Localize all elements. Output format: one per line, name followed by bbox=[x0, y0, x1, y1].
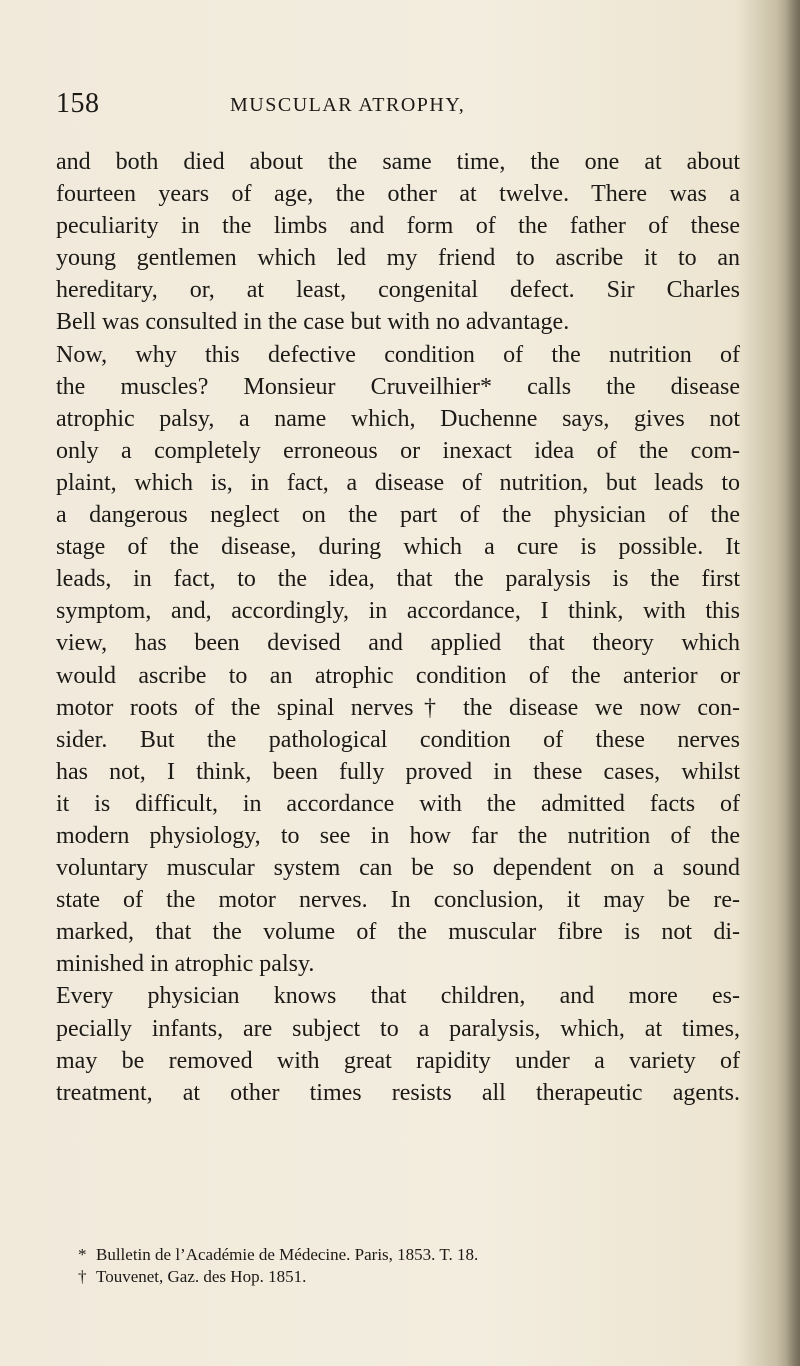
text-line: sider. But the pathological condition of these nerves bbox=[56, 726, 740, 753]
text-line: stage of the disease, during which a cure is possible. It bbox=[56, 534, 740, 561]
footnote-mark: † bbox=[78, 1267, 87, 1286]
text-line: view, has been devised and applied that theory which bbox=[56, 630, 740, 657]
footnotes bbox=[78, 1244, 718, 1288]
text-line: motor roots of the spinal nerves† the disease we now con- bbox=[56, 694, 740, 721]
text-line: minished in atrophic palsy. bbox=[56, 951, 315, 978]
footnote-text: Touvenet, Gaz. des Hop. 1851. bbox=[96, 1267, 307, 1286]
text-line: modern physiology, to see in how far the nutrition of the bbox=[56, 822, 740, 849]
text-line: peculiarity in the limbs and form of the father of these bbox=[56, 213, 740, 240]
footnote-text: Bulletin de l’Académie de Médecine. Paris, 1853. T. 18. bbox=[96, 1245, 479, 1264]
text-line: has not, I think, been fully proved in these cases, whilst bbox=[56, 758, 740, 785]
page-edge-shadow bbox=[786, 0, 800, 1366]
page-number: 158 bbox=[56, 88, 100, 119]
footnote bbox=[78, 1244, 718, 1266]
text-line: young gentlemen which led my friend to ascribe it to an bbox=[56, 245, 740, 272]
text-line: treatment, at other times resists all therapeutic agents. bbox=[56, 1079, 740, 1106]
text-line: and both died about the same time, the one at about bbox=[56, 149, 740, 175]
text-line: symptom, and, accordingly, in accordance, I think, with this bbox=[56, 598, 740, 625]
text-line: plaint, which is, in fact, a disease of nutrition, but leads to bbox=[56, 469, 740, 496]
text-line: pecially infants, are subject to a paralysis, which, at times, bbox=[56, 1015, 740, 1042]
text-line: Bell was consulted in the case but with no advantage. bbox=[56, 309, 570, 336]
text-line: a dangerous neglect on the part of the physician of the bbox=[56, 502, 740, 529]
text-line: leads, in fact, to the idea, that the paralysis is the first bbox=[56, 566, 740, 593]
running-title: MUSCULAR ATROPHY, bbox=[230, 94, 466, 116]
text-line: Now, why this defective condition of the nutrition of bbox=[56, 341, 740, 368]
body-text bbox=[56, 146, 740, 1109]
footnote bbox=[78, 1266, 718, 1288]
text-line: state of the motor nerves. In conclusion, it may be re- bbox=[56, 887, 740, 914]
text-line: only a completely erroneous or inexact idea of the com- bbox=[56, 437, 740, 464]
text-line: voluntary muscular system can be so dependent on a sound bbox=[56, 855, 740, 882]
text-line: marked, that the volume of the muscular fibre is not di- bbox=[56, 919, 740, 946]
text-line: Every physician knows that children, and more es- bbox=[56, 983, 740, 1010]
text-line: would ascribe to an atrophic condition of the anterior or bbox=[56, 662, 740, 689]
text-line: fourteen years of age, the other at twelve. There was a bbox=[56, 181, 740, 208]
footnote-mark: * bbox=[78, 1245, 87, 1264]
text-line: it is difficult, in accordance with the admitted facts of bbox=[56, 790, 740, 817]
text-line: the muscles? Monsieur Cruveilhier* calls the disease bbox=[56, 373, 740, 400]
text-line: atrophic palsy, a name which, Duchenne says, gives not bbox=[56, 405, 740, 432]
text-line: hereditary, or, at least, congenital defect. Sir Charles bbox=[56, 277, 740, 304]
text-line: may be removed with great rapidity under a variety of bbox=[56, 1047, 740, 1074]
